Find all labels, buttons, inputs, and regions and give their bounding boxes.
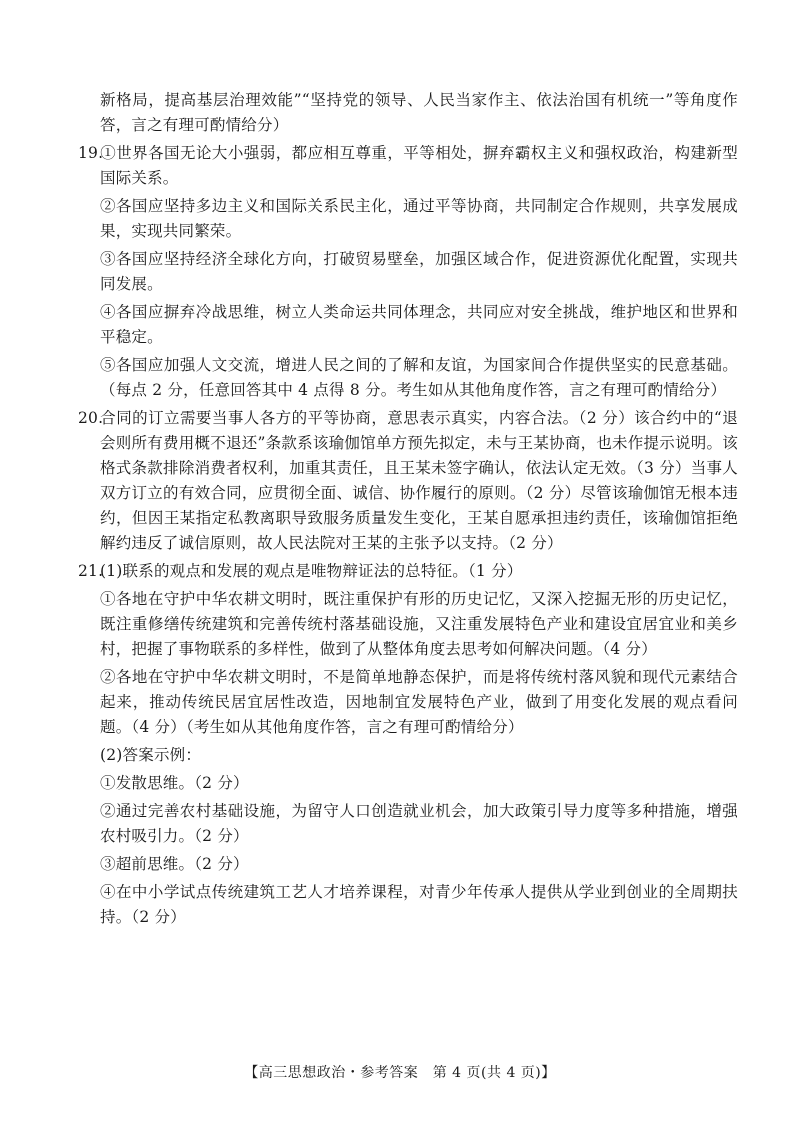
answer-21-part-2 bbox=[78, 743, 738, 768]
paragraph-text: ①各地在守护中华农耕文明时，既注重保护有形的历史记忆，又深入挖掘无形的历史记忆，既注重修缮传统建筑和完善传统村落基础设施，又注重发展特色产业和建设宜居宜业和美乡村，把握了事物联系的多样性，做到了从整体角度去思考如何解决问题。（4 分） bbox=[100, 590, 738, 658]
answer-paragraph-prev-continued bbox=[78, 88, 738, 138]
paragraph-text: ①世界各国无论大小强弱，都应相互尊重，平等相处，摒弃霸权主义和强权政治，构建新型国际关系。 bbox=[100, 144, 738, 187]
page-footer: 【高三思想政治・参考答案 第 4 页(共 4 页)】 bbox=[244, 1065, 556, 1081]
paragraph-text: ③超前思维。（2 分） bbox=[100, 855, 249, 873]
question-number: 19. bbox=[78, 144, 104, 162]
answer-19-point-2 bbox=[78, 194, 738, 244]
paragraph-text: 合同的订立需要当事人各方的平等协商，意思表示真实，内容合法。（2 分）该合约中的“退会则所有费用概不退还”条款系该瑜伽馆单方预先拟定，未与王某协商，也未作提示说明。该格式条款排除消费者权利，加重其责任，且王某未签字确认，依法认定无效。（3 分）当事人双方订立的有效合同，应贯彻全面、诚信、协作履行的原则。（2 分）尽管该瑜伽馆无根本违约，但因王某指定私教离职导致服务质量发生变化，王某自愿承担违约责任，该瑜伽馆拒绝解约违反了诚信原则，故人民法院对王某的主张予以支持。（2 分） bbox=[100, 409, 738, 552]
paragraph-text: ②各地在守护中华农耕文明时，不是简单地静态保护，而是将传统村落风貌和现代元素结合起来，推动传统民居宜居性改造，因地制宜发展特色产业，做到了用变化发展的观点看问题。（4 分）（考生如从其他角度作答，言之有理可酌情给分） bbox=[100, 668, 738, 736]
answer-21-part-1-point-1 bbox=[78, 587, 738, 662]
answer-19-point-3 bbox=[78, 247, 738, 297]
paragraph-text: ①发散思维。（2 分） bbox=[100, 774, 249, 792]
paragraph-text: (2)答案示例： bbox=[100, 746, 202, 764]
answer-content bbox=[78, 88, 738, 930]
question-number: 20. bbox=[78, 409, 104, 427]
answer-21-part-2-point-2 bbox=[78, 799, 738, 849]
paragraph-text: ②通过完善农村基础设施，为留守人口创造就业机会，加大政策引导力度等多种措施，增强农村吸引力。（2 分） bbox=[100, 802, 738, 845]
answer-21-part-2-point-1 bbox=[78, 771, 738, 796]
answer-19-point-5 bbox=[78, 353, 738, 403]
answer-21-part-1 bbox=[78, 559, 738, 584]
answer-21-part-2-point-3 bbox=[78, 852, 738, 877]
paragraph-text: 新格局，提高基层治理效能”“坚持党的领导、人民当家作主、依法治国有机统一”等角度作答，言之有理可酌情给分） bbox=[100, 91, 738, 134]
answer-20 bbox=[78, 406, 738, 556]
paragraph-text: ②各国应坚持多边主义和国际关系民主化，通过平等协商，共同制定合作规则，共享发展成果，实现共同繁荣。 bbox=[100, 197, 738, 240]
answer-21-part-2-point-4 bbox=[78, 880, 738, 930]
question-number: 21. bbox=[78, 562, 104, 580]
paragraph-text: ⑤各国应加强人文交流，增进人民之间的了解和友谊，为国家间合作提供坚实的民意基础。（每点 2 分，任意回答其中 4 点得 8 分。考生如从其他角度作答，言之有理可酌情给分） bbox=[100, 356, 738, 399]
paragraph-text: ③各国应坚持经济全球化方向，打破贸易壁垒，加强区域合作，促进资源优化配置，实现共同发展。 bbox=[100, 250, 738, 293]
paragraph-text: (1)联系的观点和发展的观点是唯物辩证法的总特征。（1 分） bbox=[100, 562, 523, 580]
answer-19-point-4 bbox=[78, 300, 738, 350]
answer-19-point-1 bbox=[78, 141, 738, 191]
paragraph-text: ④各国应摒弃冷战思维，树立人类命运共同体理念，共同应对安全挑战，维护地区和世界和平稳定。 bbox=[100, 303, 738, 346]
paragraph-text: ④在中小学试点传统建筑工艺人才培养课程，对青少年传承人提供从学业到创业的全周期扶持。（2 分） bbox=[100, 883, 738, 926]
answer-21-part-1-point-2 bbox=[78, 665, 738, 740]
